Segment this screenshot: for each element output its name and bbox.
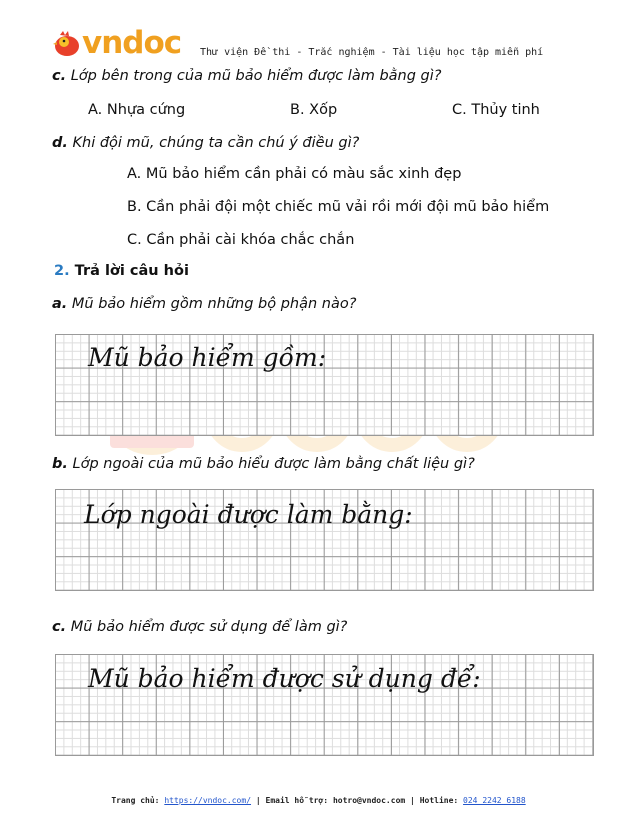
handwritten-answer-b: Lớp ngoài được làm bằng: [84, 500, 413, 529]
question-text: Lớp bên trong của mũ bảo hiểm được làm bằng gì? [70, 68, 442, 84]
option-b: B. Xốp [290, 102, 338, 118]
header-tagline: Thư viện Đề thi - Trắc nghiệm - Tài liệu học tập miễn phí [200, 47, 544, 58]
section-title: Trả lời câu hỏi [74, 263, 189, 279]
handwritten-answer-c: Mũ bảo hiểm được sử dụng để: [88, 664, 481, 693]
handwritten-answer-a: Mũ bảo hiểm gồm: [88, 343, 327, 372]
question-letter: a. [52, 296, 68, 312]
question-2b [52, 456, 475, 472]
vndoc-logo[interactable] [52, 25, 182, 61]
option-b: B. Cần phải đội một chiếc mũ vải rồi mới đội mũ bảo hiểm [127, 199, 550, 215]
chicken-mascot-icon [52, 29, 82, 57]
question-letter: d. [52, 135, 68, 151]
page-footer [0, 796, 637, 805]
question-text: Mũ bảo hiểm được sử dụng để làm gì? [70, 619, 348, 635]
section-number: 2. [54, 263, 70, 279]
section-heading [54, 263, 189, 279]
option-c: C. Thủy tinh [452, 102, 540, 118]
footer-hotline-label: Hotline: [419, 796, 459, 805]
option-c: C. Cần phải cài khóa chắc chắn [127, 232, 355, 248]
question-letter: c. [52, 68, 67, 84]
footer-home-link[interactable]: https://vndoc.com/ [164, 796, 252, 805]
footer-email-label: Email hỗ trợ: [265, 796, 329, 805]
question-text: Mũ bảo hiểm gồm những bộ phận nào? [71, 296, 357, 312]
question-letter: c. [52, 619, 67, 635]
question-1c [52, 68, 441, 84]
question-letter: b. [52, 456, 68, 472]
question-1d [52, 135, 359, 151]
footer-separator: | [410, 796, 415, 805]
question-2a [52, 296, 356, 312]
option-a: A. Nhựa cứng [88, 102, 186, 118]
question-2c [52, 619, 347, 635]
footer-home-label: Trang chủ: [111, 796, 160, 805]
logo-wordmark: vndoc [82, 25, 182, 61]
footer-email[interactable]: hotro@vndoc.com [332, 796, 406, 805]
footer-separator: | [255, 796, 261, 805]
footer-hotline[interactable]: 024 2242 6188 [463, 796, 526, 805]
question-text: Lớp ngoài của mũ bảo hiểu được làm bằng chất liệu gì? [72, 456, 475, 472]
question-text: Khi đội mũ, chúng ta cần chú ý điều gì? [72, 135, 360, 151]
option-a: A. Mũ bảo hiểm cần phải có màu sắc xinh đẹp [127, 166, 462, 182]
